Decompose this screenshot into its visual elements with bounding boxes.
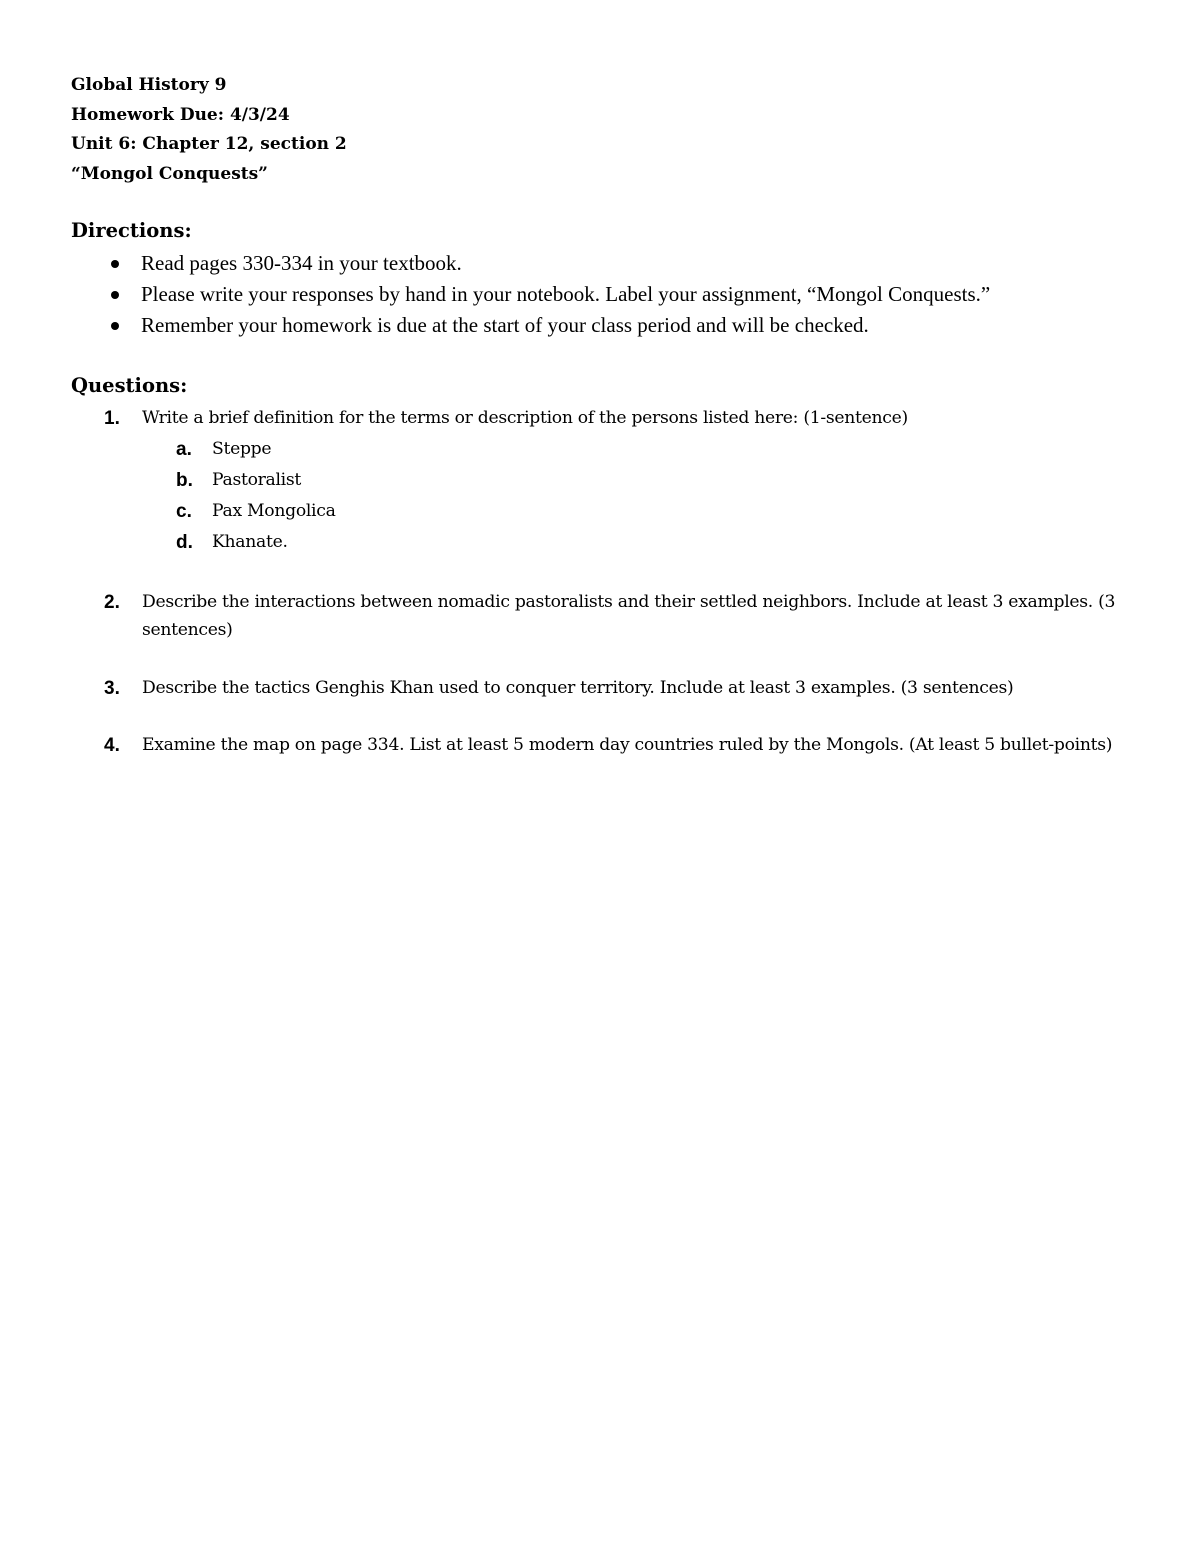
question-number: 1. bbox=[104, 408, 120, 429]
term-text: Pax Mongolica bbox=[212, 501, 336, 521]
direction-text: Read pages 330-334 in your textbook. bbox=[141, 251, 462, 275]
question-number: 2. bbox=[104, 592, 120, 613]
question-text: Describe the tactics Genghis Khan used to conquer territory. Include at least 3 examples. (3 sentences) bbox=[142, 678, 1014, 698]
bullet-icon bbox=[111, 291, 119, 299]
direction-text: Please write your responses by hand in your notebook. Label your assignment, “Mongol Conquests.” bbox=[141, 282, 991, 306]
term-item bbox=[71, 497, 971, 528]
term-item bbox=[71, 528, 971, 559]
due-date: Homework Due: 4/3/24 bbox=[71, 104, 290, 125]
question-1-terms bbox=[71, 435, 971, 559]
term-item bbox=[71, 435, 971, 466]
term-item bbox=[71, 466, 971, 497]
term-letter: a. bbox=[176, 439, 192, 460]
list-item bbox=[71, 279, 1131, 310]
bullet-icon bbox=[111, 322, 119, 330]
unit-chapter: Unit 6: Chapter 12, section 2 bbox=[71, 134, 347, 154]
course-title: Global History 9 bbox=[71, 75, 227, 95]
term-text: Steppe bbox=[212, 439, 272, 459]
term-letter: b. bbox=[176, 470, 193, 491]
term-letter: d. bbox=[176, 532, 193, 553]
questions-heading: Questions: bbox=[71, 374, 188, 397]
list-item bbox=[71, 310, 1131, 341]
document-header bbox=[71, 71, 1071, 189]
question-text: Describe the interactions between nomadic pastoralists and their settled neighbors. Include at least 3 examples. (3 sentences) bbox=[142, 592, 1116, 640]
directions-list bbox=[71, 248, 1131, 341]
question-text: Write a brief definition for the terms or description of the persons listed here: (1-sentence) bbox=[142, 408, 908, 428]
term-text: Khanate. bbox=[212, 532, 288, 552]
list-item bbox=[71, 248, 1131, 279]
assignment-topic: “Mongol Conquests” bbox=[71, 163, 268, 184]
term-letter: c. bbox=[176, 501, 192, 522]
question-text: Examine the map on page 334. List at least 5 modern day countries ruled by the Mongols. (At least 5 bullet-points) bbox=[142, 735, 1113, 755]
term-text: Pastoralist bbox=[212, 470, 301, 490]
direction-text: Remember your homework is due at the start of your class period and will be checked. bbox=[141, 313, 869, 337]
bullet-icon bbox=[111, 260, 119, 268]
question-number: 4. bbox=[104, 735, 120, 756]
directions-heading: Directions: bbox=[71, 219, 192, 242]
question-number: 3. bbox=[104, 678, 120, 699]
